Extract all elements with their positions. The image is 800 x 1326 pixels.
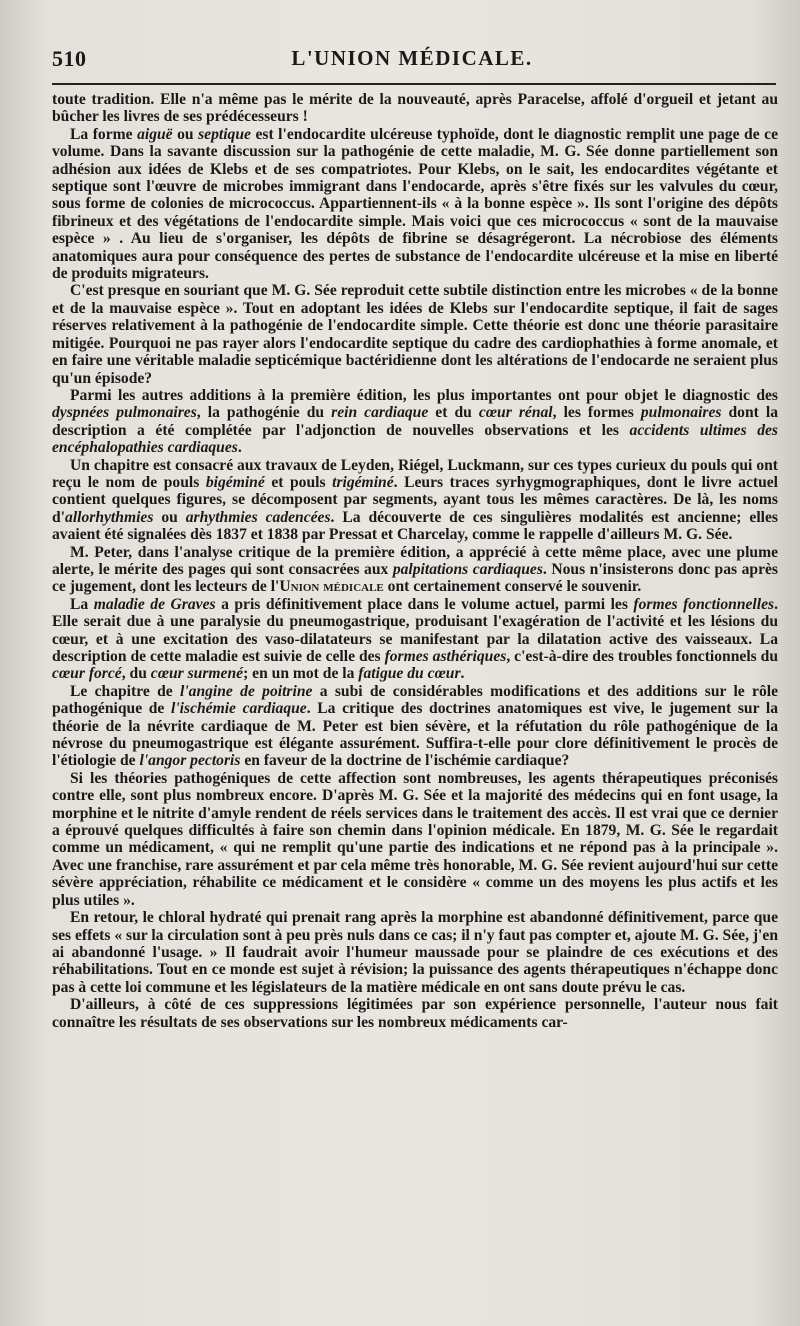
paragraph (52, 544, 778, 596)
text-run: ou (172, 125, 199, 143)
text-run: et du (428, 404, 479, 422)
header-rule (52, 83, 776, 85)
paragraph (52, 282, 778, 386)
text-run: , du (121, 665, 151, 683)
italic-text: formes fonctionnelles (633, 595, 775, 613)
small-caps-text: Union médicale (279, 578, 384, 596)
paragraph (52, 996, 778, 1031)
text-run: Le chapitre de (70, 682, 180, 700)
italic-text: septique (198, 125, 251, 143)
text-run: ont certainement conservé le souvenir. (383, 578, 642, 596)
text-run: La (70, 595, 94, 613)
italic-text: arhythmies cadencées (185, 508, 331, 526)
text-run: et pouls (264, 473, 333, 491)
text-run: a subi de considérables modifications et des additions sur le rôle pathogénique de (52, 682, 778, 718)
text-run: en faveur de la doctrine de l'ischémie cardiaque? (240, 752, 570, 770)
text-run: ou (153, 508, 186, 526)
italic-text: allorhythmies (65, 508, 154, 526)
italic-text: cœur surmené (150, 665, 244, 683)
paragraph (52, 387, 778, 457)
text-run: dont la description a été complétée par l'adjonction de nouvelles observations et les (52, 404, 779, 439)
text-run: C'est presque en souriant que M. G. Sée reproduit cette subtile distinction entre les microbes « de la bonne et de la mauvaise espèce ». Tout en adoptant les idées de Klebs sur l'endocardite septique, il fait de sages réserves relativement à la pathogénie de l'endocardite simple. Cette théorie est donc une théorie parasitaire mitigée. Pourquoi ne pas rayer alors l'endocardite septique du cadre des cardiophathies à forme anomale, et en faire une véritable maladie septicémique bactéridienne dont les altérations de l'endocarde ne seraient plus qu'un épisode? (52, 282, 778, 387)
running-title: L'UNION MÉDICALE. (291, 46, 533, 70)
text-run: Si les théories pathogéniques de cette affection sont nombreuses, les agents thérapeutiques préconisés contre elle, sont plus nombreux encore. D'après M. G. Sée et la majorité des médecins qui en font usage, la morphine et le nitrite d'amyle rendent de réels services dans le traitement des accès. Il est vrai que ce dernier a éprouvé quelques difficultés à faire son chemin dans l'opinion médicale. En 1879, M. G. Sée le regardait comme un médicament, « qui ne remplit qu'une partie des indications et ne répond pas à la principale ». Avec une franchise, rare assurément et par cela même très honorable, M. G. Sée revient aujourd'hui sur cette sévère appréciation, réhabilite ce médicament et le considère « comme un des moyens les plus actifs et les plus utiles ». (52, 769, 778, 909)
paragraph (52, 683, 778, 770)
text-run: . Leurs traces syrhygmographiques, dont le livre actuel contient quelques figures, se décomposent par segments, ayant tous les mêmes caractères. De là, les noms d' (52, 473, 778, 526)
text-run: . Elle serait due à une paralysie du pneumogastrique, produisant l'exagération de l'activité et les lésions du cœur, et à une excitation des vaso-dilatateurs se manifestant par la dilatation active des vaisseaux. La description de cette maladie est suivie de celle des (52, 595, 778, 665)
paragraph (52, 457, 778, 544)
text-run: ; en un mot de la (243, 665, 359, 683)
italic-text: cœur forcé (52, 665, 122, 683)
text-run: est l'endocardite ulcéreuse typhoïde, dont le diagnostic remplit une page de ce volume. Dans la savante discussion sur la pathogénie de cette maladie, M. G. Sée donne partiellement son adhésion aux idées de Klebs et de ses compatriotes. Pour Klebs, on le sait, les endocardites végétante et septique sont l'œuvre de microbes immigrant dans l'endocarde, après s'être fixés sur les valvules du cœur, sous forme de colonies de micrococcus. Appartiennent-ils « à la bonne espèce ». Ils sont l'origine des dépôts fibrineux et des végétations de l'endocardite simple. Mais voici que ces micrococcus « sont de la mauvaise espèce » . Au lieu de s'organiser, les dépôts de fibrine se désagrégeront. La nécrobiose des éléments anatomiques aura pour conséquence des pertes de substance de l'endocardite ulcéreuse et la mise en liberté de produits migrateurs. (52, 125, 778, 283)
italic-text: cœur rénal (478, 404, 553, 422)
text-run: a pris définitivement place dans le volume actuel, parmi les (215, 595, 634, 613)
paragraph (52, 596, 778, 683)
italic-text: formes asthériques (384, 648, 507, 665)
italic-text: dyspnées pulmonaires (52, 404, 197, 422)
italic-text: bigéminé (205, 473, 265, 491)
italic-text: trigéminé (332, 473, 394, 491)
page-number: 510 (52, 46, 87, 71)
text-run: toute tradition. Elle n'a même pas le mérite de la nouveauté, après Paracelse, affolé d'orgueil et jetant au bûcher les livres de ses prédécesseurs ! (52, 91, 778, 126)
paragraph (52, 770, 778, 909)
text-run: M. Peter, dans l'analyse critique de la première édition, a apprécié à cette même place, avec une plume alerte, le mérite des pages qui sont consacrées aux (52, 543, 778, 578)
text-run: . La critique des doctrines anatomiques est vive, le jugement sur la théorie de la névrite cardiaque de M. Peter est bien sévère, et la réfutation du rôle pathogénique de la névrose du pneumogastrique est élégante assurément. Suffira-t-elle pour clore définitivement le procès de l'étiologie de (52, 700, 779, 770)
italic-text: l'angine de poitrine (179, 682, 313, 700)
text-run: , c'est-à-dire des troubles fonctionnels du (506, 648, 779, 665)
text-run: . (460, 665, 465, 683)
paragraph (52, 909, 778, 996)
paragraph (52, 126, 778, 283)
text-run: D'ailleurs, à côté de ces suppressions légitimées par son expérience personnelle, l'auteur nous fait connaître les résultats de ses observations sur les nombreux médicaments car- (52, 996, 778, 1031)
italic-text: fatigue du cœur (358, 665, 461, 683)
italic-text: aiguë (137, 125, 173, 143)
text-run: . Nous n'insisterons donc pas après ce jugement, dont les lecteurs de l' (52, 560, 778, 596)
italic-text: rein cardiaque (331, 404, 429, 422)
text-run: , les formes (552, 404, 641, 422)
article-body (52, 91, 778, 1031)
text-run: Parmi les autres additions à la première édition, les plus importantes ont pour objet le diagnostic des (70, 386, 778, 404)
text-run: , la pathogénie du (196, 404, 332, 422)
text-run: . La découverte de ces singulières modalités est ancienne; elles avaient été signalées dès 1837 et 1838 par Pressat et Charcelay, comme le rappelle d'ailleurs M. G. Sée. (52, 508, 778, 544)
paragraph (52, 91, 778, 126)
italic-text: l'ischémie cardiaque (171, 700, 307, 718)
italic-text: maladie de Graves (93, 595, 216, 613)
italic-text: l'angor pectoris (139, 752, 241, 770)
italic-text: pulmonaires (640, 404, 722, 422)
text-run: Un chapitre est consacré aux travaux de Leyden, Riégel, Luckmann, sur ces types curieux du pouls qui ont reçu le nom de pouls (52, 456, 778, 491)
text-run: La forme (70, 125, 138, 143)
italic-text: palpitations cardiaques (392, 560, 543, 578)
running-header (52, 40, 772, 80)
text-run: En retour, le chloral hydraté qui prenait rang après la morphine est abandonné définitivement, parce que ses effets « sur la circulation sont à peu près nuls dans ce cas; il n'y faut pas compter et, ajoute M. G. Sée, j'en ai abandonné l'usage. » Il faudrait avoir l'humeur maussade pour se plaindre de ces exécutions et des réhabilitations. Tout en ce monde est sujet à révision; la puissance des agents thérapeutiques n'échappe donc pas à cette loi commune et les législateurs de la matière médicale en ont sans doute prévu le cas. (52, 909, 778, 996)
italic-text: accidents ultimes des encéphalopathies cardiaques (52, 421, 778, 457)
text-run: . (237, 439, 242, 457)
